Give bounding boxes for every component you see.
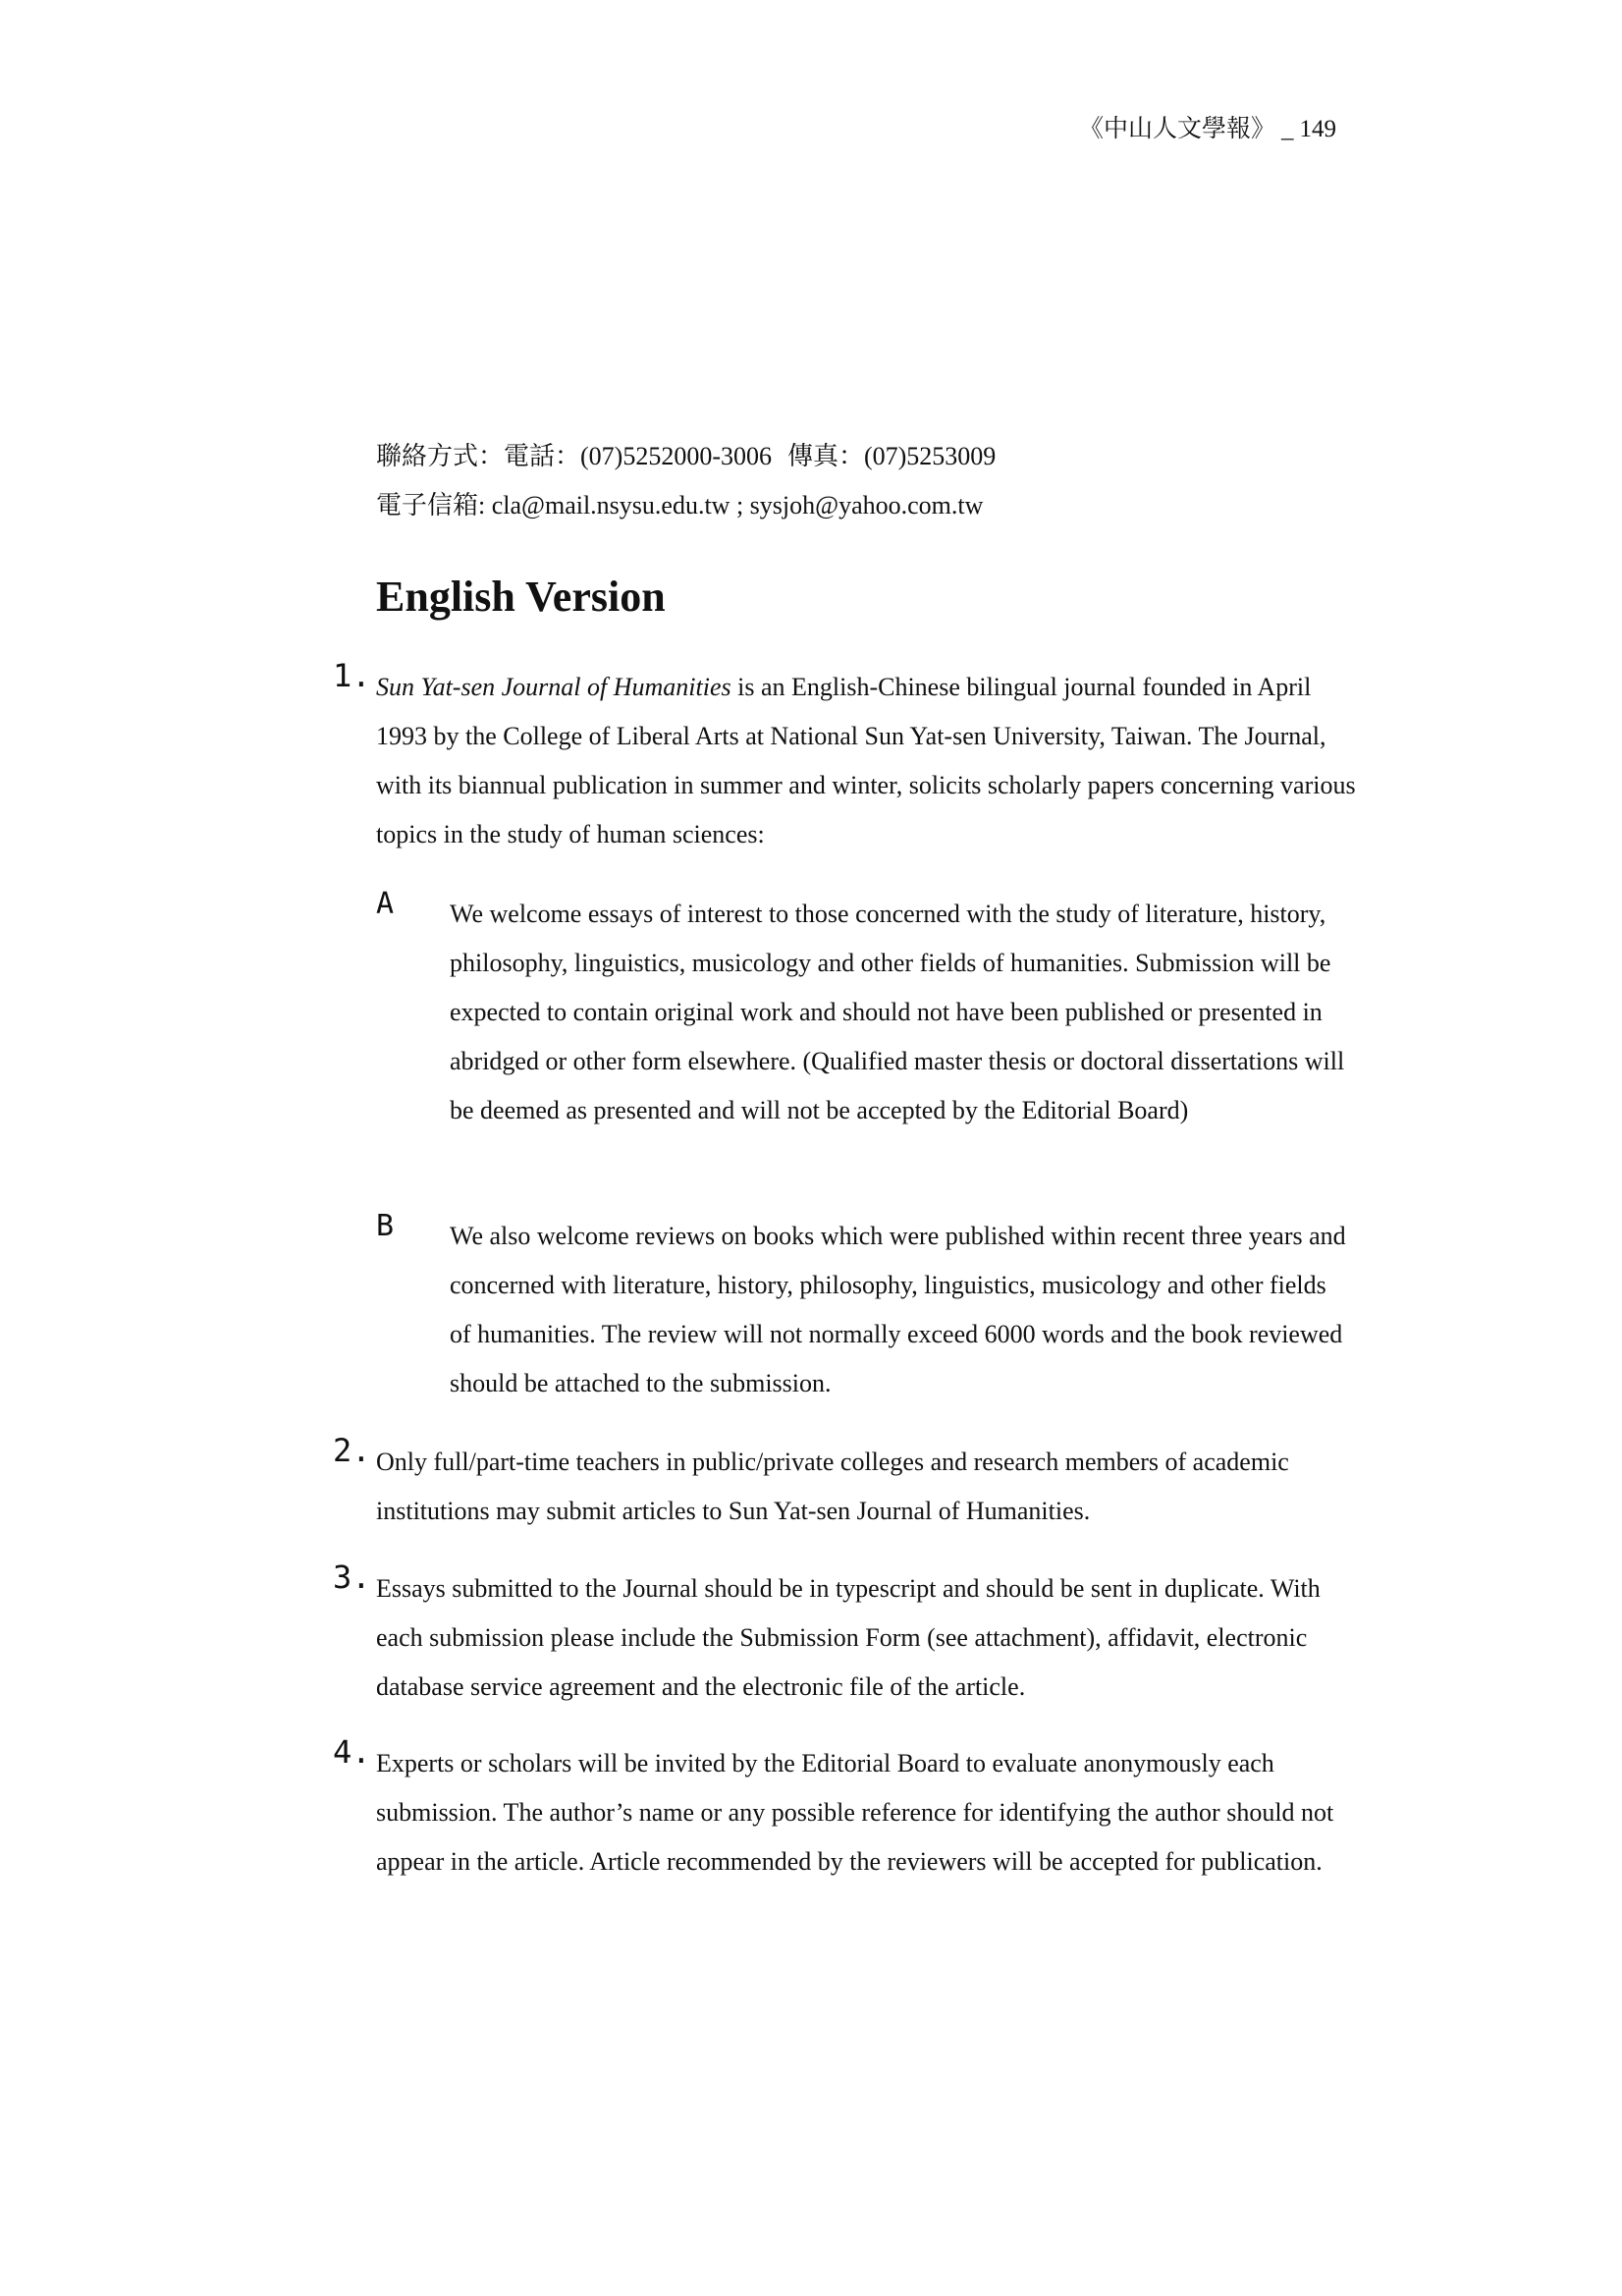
list-marker-3: 3. <box>333 1558 371 1596</box>
header-separator: _ <box>1281 116 1294 142</box>
list-item-3-text: Essays submitted to the Journal should be in typescript and should be sent in duplicate. With each submission please include the Submission Form (see attachment), affidavit, electronic database service agreement and the electronic file of the article. <box>376 1574 1321 1701</box>
list-item-1 <box>333 657 1358 859</box>
sub-item-b <box>376 1209 1353 1408</box>
sub-item-a-text: We welcome essays of interest to those concerned with the study of literature, history, philosophy, linguistics, musicology and other fields of humanities. Submission will be expected to contain original work and should not have been published or presented in abridged or other form elsewhere. (Qualified master thesis or doctoral dissertations will be deemed as presented and will not be accepted by the Editorial Board) <box>450 900 1345 1124</box>
sub-item-b-text: We also welcome reviews on books which were published within recent three years and concerned with literature, history, philosophy, linguistics, musicology and other fields of humanities. The review will not normally exceed 6000 words and the book reviewed should be attached to the submission. <box>450 1222 1346 1397</box>
journal-name-italic: Sun Yat-sen Journal of Humanities <box>376 673 731 701</box>
list-item-2 <box>333 1432 1358 1536</box>
list-item-1-text: is an English-Chinese bilingual journal founded in April 1993 by the College of Liberal Arts at National Sun Yat-sen University, Taiwan. The Journal, with its biannual publication in summer and winter, solicits scholarly papers concerning various topics in the study of human sciences: <box>376 673 1356 848</box>
list-marker-4: 4. <box>333 1733 371 1771</box>
journal-title: 《中山人文學報》 <box>1078 116 1275 142</box>
list-item-3 <box>333 1558 1358 1712</box>
contact-phone-line <box>376 432 996 481</box>
running-header <box>1079 114 1336 145</box>
contact-info <box>376 432 996 530</box>
section-heading: English Version <box>376 573 666 621</box>
list-marker-2: 2. <box>333 1432 371 1469</box>
list-marker-1: 1. <box>333 657 371 694</box>
list-item-4-text: Experts or scholars will be invited by the Editorial Board to evaluate anonymously each submission. The author’s name or any possible reference for identifying the author should not appear in the article. Article recommended by the reviewers will be accepted for publication. <box>376 1749 1334 1876</box>
sub-marker-b: B <box>376 1209 395 1243</box>
phone-text: 聯絡方式：電話：(07)5252000-3006 <box>376 442 772 470</box>
list-item-4 <box>333 1733 1358 1886</box>
sub-item-a <box>376 887 1353 1135</box>
sub-marker-a: A <box>376 887 395 921</box>
page-number: 149 <box>1299 116 1336 142</box>
list-item-2-text: Only full/part-time teachers in public/private colleges and research members of academic institutions may submit articles to Sun Yat-sen Journal of Humanities. <box>376 1448 1289 1525</box>
fax-text: 傳真：(07)5253009 <box>786 442 997 470</box>
contact-email-line: 電子信箱: cla@mail.nsysu.edu.tw ; sysjoh@yahoo.com.tw <box>376 491 984 519</box>
